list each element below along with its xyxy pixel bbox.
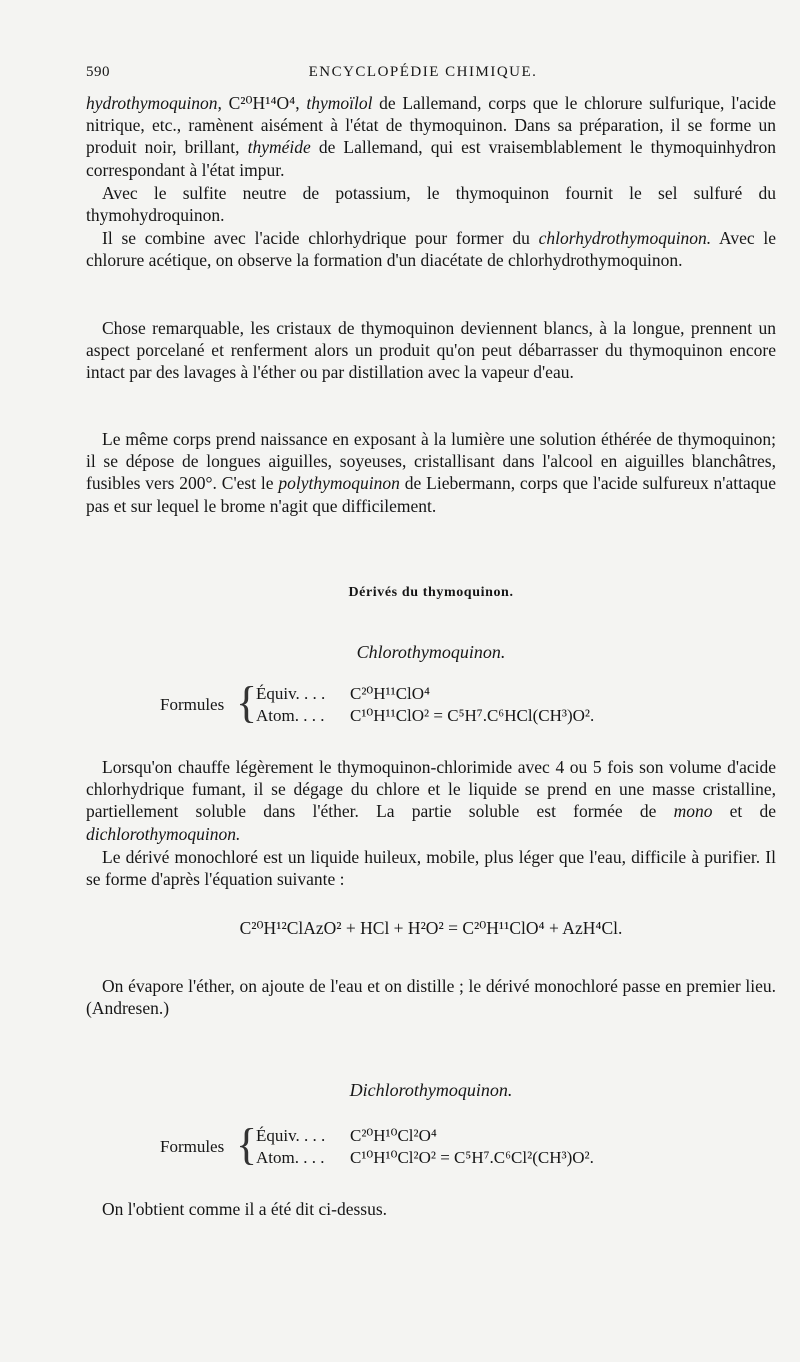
term-chlorhydrothymoquinon: chlorhydrothymoquinon. bbox=[538, 228, 712, 248]
intro-paragraph-3 bbox=[86, 227, 776, 271]
term-thymoilol: thymoïlol bbox=[306, 93, 373, 113]
formula-inline: C²⁰H¹⁴O⁴, bbox=[228, 93, 300, 113]
atom-formula: C¹⁰H¹¹ClO² = C⁵H⁷.C⁶HCl(CH³)O². bbox=[350, 706, 595, 725]
text: Il se combine avec l'acide chlorhydrique pour former du bbox=[102, 228, 530, 248]
formulas-label: Formules bbox=[160, 1137, 225, 1156]
text: Le même corps prend naissance en exposant à la lumière une solution éthérée de thymoquinon; il se dépose de longues aiguilles, soyeuses, cristallisant dans l'alcool en aiguilles blanchâtres, fusibles vers 200°. C'est le bbox=[86, 429, 776, 494]
brace-icon: { bbox=[236, 1120, 258, 1169]
dichloro-title: Dichlorothymoquinon. bbox=[349, 1080, 513, 1100]
equiv-row bbox=[256, 1126, 437, 1146]
dichloro-paragraph-1: On l'obtient comme il a été dit ci-dessus. bbox=[102, 1199, 388, 1219]
term-mono: mono bbox=[673, 801, 713, 822]
text: Lorsqu'on chauffe légèrement le thymoquinon-chlorimide avec 4 ou 5 fois son volume d'acide chlorhydrique fumant, il se dégage du chlore et le liquide se prend en une masse cristalline, partiellement soluble dans l'éther. La partie soluble est formée de bbox=[86, 757, 776, 822]
brace-icon: { bbox=[236, 678, 258, 727]
page-number: 590 bbox=[86, 64, 110, 80]
chloro-paragraph-3: On évapore l'éther, on ajoute de l'eau et on distille ; le dérivé monochloré passe en premier lieu. (Andresen.) bbox=[86, 976, 776, 1019]
equiv-formula: C²⁰H¹⁰Cl²O⁴ bbox=[350, 1126, 437, 1145]
running-head bbox=[86, 64, 760, 86]
intro-paragraph-1 bbox=[86, 92, 776, 181]
atom-formula: C¹⁰H¹⁰Cl²O² = C⁵H⁷.C⁶Cl²(CH³)O². bbox=[350, 1148, 594, 1167]
section-title: Dérivés du thymoquinon. bbox=[348, 585, 514, 600]
text: de Lallemand, qui est vraisemblablement le thymoquinhydron correspondant à l'état impur. bbox=[86, 137, 776, 180]
atom-label: Atom. . . . bbox=[256, 706, 325, 725]
atom-label: Atom. . . . bbox=[256, 1148, 325, 1167]
term-polythymoquinon: polythymoquinon bbox=[278, 473, 400, 494]
dichloro-formulas bbox=[160, 1120, 780, 1172]
reaction-equation: C²⁰H¹²ClAzO² + HCl + H²O² = C²⁰H¹¹ClO⁴ + AzH⁴Cl. bbox=[239, 918, 623, 938]
equiv-label: Équiv. . . . bbox=[256, 684, 326, 703]
term-dichlorothymoquinon: dichlorothymoquinon. bbox=[86, 823, 241, 844]
text: de Lallemand, corps que le chlorure sulfurique, l'acide nitrique, etc., ramènent aisément à l'état de thymoquinon. Dans sa préparation, il se forme un produit noir, brillant, bbox=[86, 93, 777, 158]
chloro-title: Chlorothymoquinon. bbox=[356, 642, 506, 662]
intro-paragraph-2: Avec le sulfite neutre de potassium, le thymoquinon fournit le sel sulfuré du thymohydroquinon. bbox=[86, 183, 776, 226]
chloro-paragraph-2: Le dérivé monochloré est un liquide huileux, mobile, plus léger que l'eau, difficile à purifier. Il se forme d'après l'équation suivante : bbox=[86, 847, 776, 890]
atom-row bbox=[256, 706, 594, 726]
term-hydrothymoquinon: hydrothymoquinon, bbox=[86, 93, 222, 113]
text: de Liebermann, corps que l'acide sulfureux n'attaque pas et sur lequel le brome n'agit que difficilement. bbox=[86, 473, 776, 516]
text: et de bbox=[729, 801, 776, 822]
chloro-formulas bbox=[160, 678, 780, 730]
text: Avec le chlorure acétique, on observe la formation d'un diacétate de chlorhydrothymoquinon. bbox=[86, 228, 776, 271]
term-thymeide: thyméide bbox=[247, 137, 311, 158]
equiv-formula: C²⁰H¹¹ClO⁴ bbox=[350, 684, 430, 703]
formulas-label: Formules bbox=[160, 695, 225, 714]
equiv-row bbox=[256, 684, 430, 704]
intro-paragraph-4: Chose remarquable, les cristaux de thymoquinon deviennent blancs, à la longue, prennent un aspect porcelané et renferment alors un produit qu'on peut débarrasser du thymoquinon encore intact par des lavages à l'éther ou par distillation avec la vapeur d'eau. bbox=[86, 318, 776, 383]
atom-row bbox=[256, 1148, 594, 1168]
running-title: ENCYCLOPÉDIE CHIMIQUE. bbox=[308, 64, 538, 80]
chloro-paragraph-1 bbox=[86, 756, 776, 845]
equiv-label: Équiv. . . . bbox=[256, 1126, 326, 1145]
intro-paragraph-5 bbox=[86, 428, 776, 517]
